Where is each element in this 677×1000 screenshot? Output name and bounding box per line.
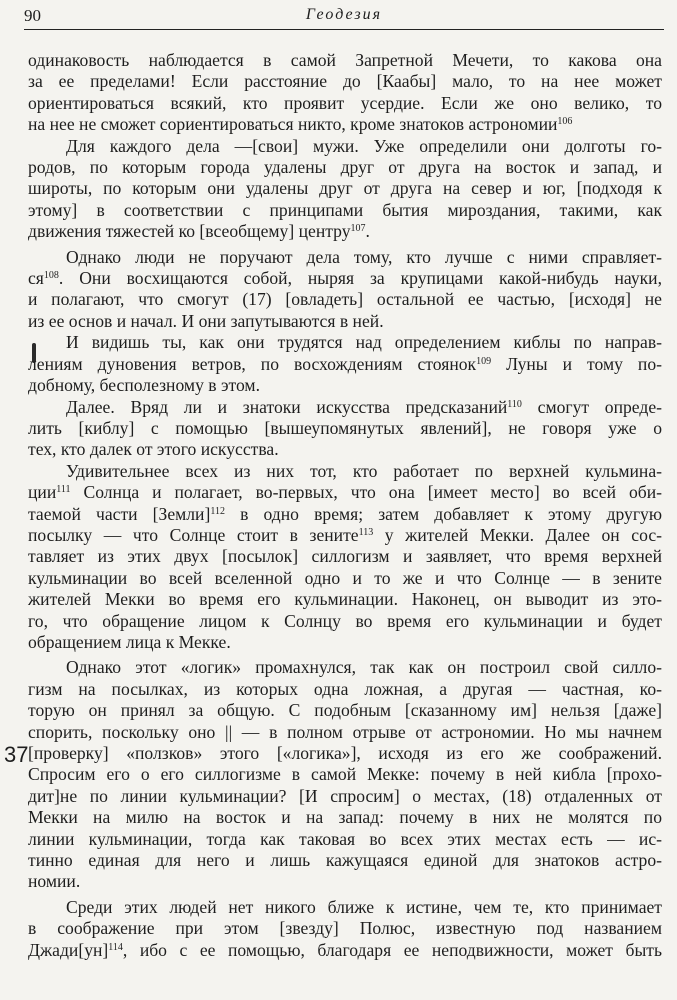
text-line: Спросим его о его силлогизме в самой Мекке: почему в ней кибла [прохо- [28,764,662,785]
header-rule [24,29,664,30]
text-line: Однако люди не поручают дела тому, кто лучше с ними справляет- [66,246,662,267]
running-title: Геодезия [305,6,383,23]
text-line: кульминации во всей вселенной одно и то же и что Солнце — в зените [28,567,662,588]
body-text [28,50,662,961]
text-line: жителей Мекки во время его кульминации. Наконец, он выводит из это- [28,589,662,610]
text-line: тавляет из этих двух [посылок] силлогизм и заявляет, что время верхней [28,546,662,567]
paragraph [28,332,662,396]
text-line: лить [киблу] с помощью [вышеупомянутых явлений], не говоря уже о [28,417,662,438]
text-line: Удивительнее всех из них тот, кто работает по верхней кульмина- [66,460,662,481]
footnote-ref: 110 [507,398,522,410]
text-line: Для каждого дела —[свои] мужи. Уже определили они долготы го- [66,135,662,156]
text-line: гизм на посылках, из которых одна ложная, а другая — частная, ко- [28,678,662,699]
page-number: 90 [24,6,41,25]
footnote-ref: 113 [358,526,374,538]
paragraph [28,50,662,136]
text-line: Далее. Вряд ли и знатоки искусства предсказаний$^{110}$ смогут опреде- [66,396,662,417]
text-line: из ее основ и начал. И они запутываются в ней. [28,310,384,331]
footnote-ref: 106 [557,116,573,128]
text-line: тинно единая для него и лишь кажущаяся единой для знатоков астро- [28,850,662,871]
text-line: [проверку] «ползков» этого [«логика»], исходя из его же соображений. [28,743,662,763]
text-line: широты, по которым они удалены друг от друга на север и юг, [подходя к [28,178,662,199]
text-line: добному, бесполезному в этом. [28,375,260,396]
text-line: лениям дуновения ветров, по восхождениям стоянок$^{109}$ Луны и тому по- [28,353,662,374]
paragraph [28,247,662,333]
footnote-ref: 109 [476,355,492,367]
text-line: ориентироваться всякий, кто проявит усердие. Если же оно велико, то [28,92,662,113]
text-line: И видишь ты, как они трудятся над определением киблы по направ- [66,332,662,353]
text-line: одинаковость наблюдается в самой Запретной Мечети, то какова она [28,50,662,70]
text-line: на нее не сможет сориентироваться никто, кроме знатоков астрономии$^{106}$ [28,114,573,135]
footnote-ref: 111 [56,484,71,496]
text-line: ции$^{111}$ Солнца и полагает, во-первых, что она [имеет место] во всей оби- [28,482,662,503]
paragraph [28,461,662,654]
text-line: Среди этих людей нет никого ближе к истине, чем те, кто принимает [66,896,662,917]
text-line: за ее пределами! Если расстояние до [Каабы] мало, то на нее может [28,71,662,92]
text-line: таемой части [Земли]$^{112}$ в одно время; затем добавляет к этому другую [28,503,662,524]
footnote-ref: 112 [210,505,225,517]
page-header [24,4,664,28]
text-line: движения тяжестей ко [всеобщему] центру$^{107}$. [28,221,370,242]
text-line: и полагают, что смогут (17) [овладеть] остальной ее частью, [исходя] не [28,289,662,310]
text-line: номии. [28,871,81,892]
text-line: обращением лица к Мекке. [28,631,231,652]
text-line: Джади[ун]$^{114}$, ибо с ее помощью, благодаря ее неподвижности, может быть [28,939,662,960]
text-line: дит]не по линии кульминации? [И спросим] о местах, (18) отдаленных от [28,785,662,806]
text-line: го, что обращение лицом к Солнцу во время его кульминации и будет [28,610,662,631]
text-line: спорить, поскольку оно || — в полном отрыве от астрономии. Но мы начнем [28,721,662,742]
text-line: линии кульминации, тогда как таковая во всех этих местах есть — ис- [28,828,662,849]
text-line: торую он принял за общую. С подобным [сказанному им] нельзя [даже] [28,700,662,721]
paragraph [28,657,662,892]
text-line: родов, по которым города удалены друг от друга на восток и запад, и [28,157,662,178]
text-line: Однако этот «логик» промахнулся, так как он построил свой силло- [66,657,662,678]
footnote-ref: 107 [350,223,366,235]
text-line: Мекки на милю на восток и на запад: почему в них не молятся по [28,807,662,828]
footnote-ref: 114 [108,941,123,953]
paragraph [28,136,662,243]
text-line: тех, кто далек от этого искусства. [28,439,279,460]
paragraph [28,897,662,961]
paragraph [28,397,662,461]
text-line: этому] в соответствии с принципами бытия мироздания, такими, как [28,199,662,220]
footnote-ref: 108 [43,270,59,282]
text-line: в соображение при этом [звезду] Полюс, известную под названием [28,918,662,939]
text-line: $ся^{108}$. Они восхищаются собой, ныряя за крупицами какой-нибудь науки, [28,268,662,289]
margin-page-number: 37 [4,742,29,767]
text-line: посылку — что Солнце стоит в зените$^{113}$ у жителей Мекки. Далее он сос- [28,524,662,545]
